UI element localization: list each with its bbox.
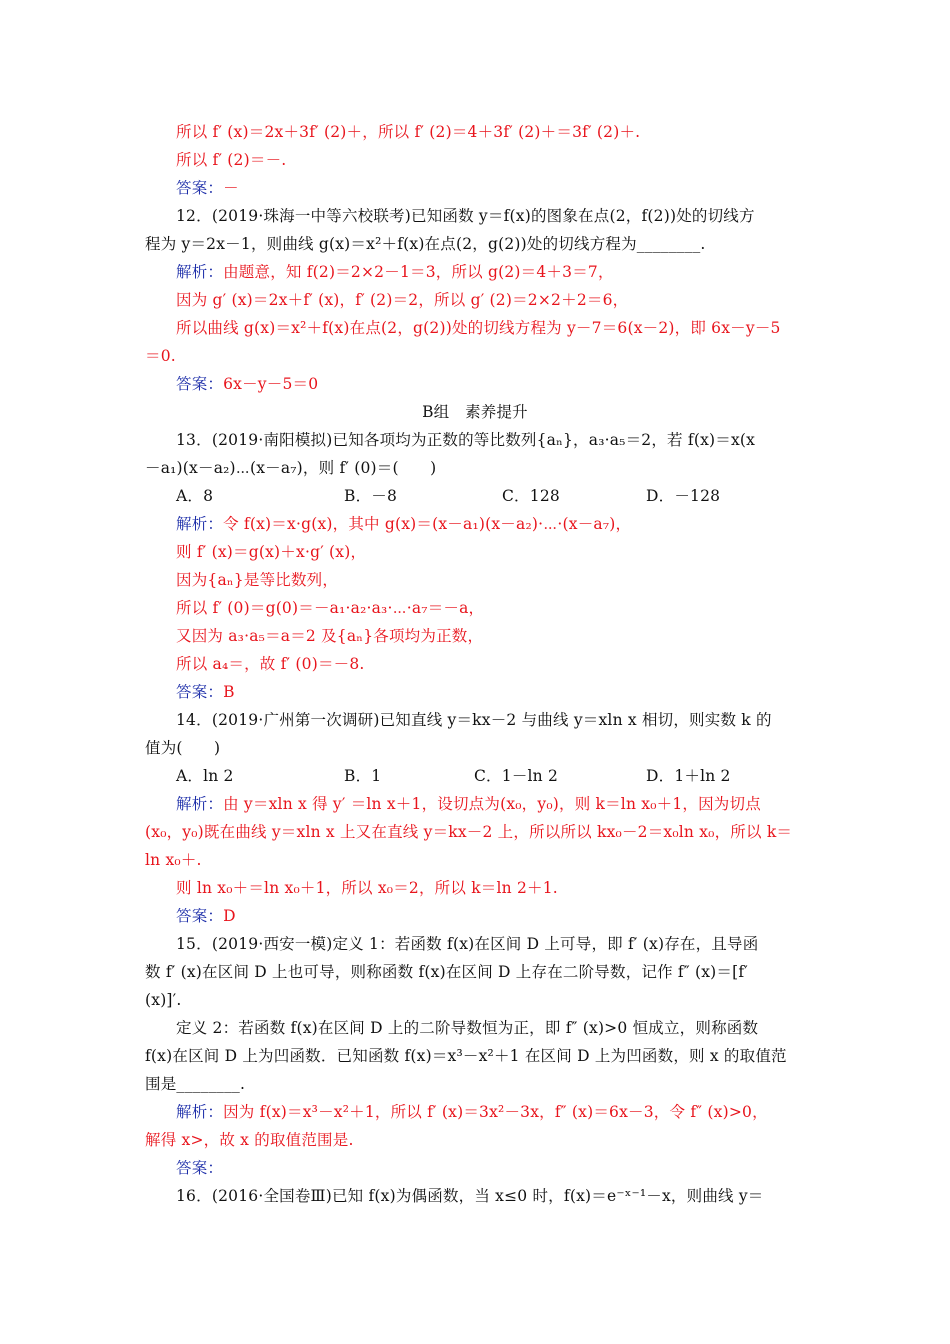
- solution-label: 解析：: [176, 515, 224, 533]
- solution-label: 解析：: [176, 795, 224, 813]
- solution-label: 解析：: [176, 1103, 224, 1121]
- q15-line-5: f(x)在区间 D 上为凹函数．已知函数 f(x)＝x³－x²＋1 在区间 D 上为凹函数，则 x 的取值范: [145, 1047, 787, 1065]
- q14-option-d: D．1＋ln 2: [646, 767, 731, 785]
- q12-solution-4: ＝0.: [145, 347, 176, 365]
- q12-solution-1: [176, 261, 836, 283]
- q15-line-6: 围是________.: [145, 1075, 246, 1093]
- q15-line-3: (x)]′.: [145, 991, 182, 1009]
- q14-solution-4: 则 ln x₀＋＝ln x₀＋1，所以 x₀＝2，所以 k＝ln 2＋1.: [176, 879, 558, 897]
- q14-option-a: A．ln 2: [176, 767, 234, 785]
- p11-answer: [176, 177, 836, 199]
- q15-line-2: 数 f′ (x)在区间 D 上也可导，则称函数 f(x)在区间 D 上存在二阶导数，记作 f″ (x)＝[f′: [145, 963, 749, 981]
- q12-solution-2: 因为 g′ (x)＝2x＋f′ (x)，f′ (2)＝2，所以 g′ (2)＝2×2＋2＝6，: [176, 291, 629, 309]
- p11-line-1: 所以 f′ (x)＝2x＋3f′ (2)＋，所以 f′ (2)＝4＋3f′ (2)＋＝3f′ (2)＋.: [176, 123, 641, 141]
- solution-text: 因为 f(x)＝x³－x²＋1，所以 f′ (x)＝3x²－3x，f″ (x)＝6x－3，令 f″ (x)>0，: [223, 1103, 768, 1121]
- solution-text: 由题意，知 f(2)＝2×2－1＝3，所以 g(2)＝4＋3＝7，: [223, 263, 614, 281]
- q13-solution-5: 又因为 a₃·a₅＝a＝2 及{aₙ}各项均为正数，: [176, 627, 484, 645]
- q13-option-a: A．8: [176, 487, 214, 505]
- q13-solution-4: 所以 f′ (0)＝g(0)＝－a₁·a₂·a₃·⋯·a₇＝－a，: [176, 599, 485, 617]
- q13-solution-3: 因为{aₙ}是等比数列，: [176, 571, 339, 589]
- q14-solution-2: (x₀，y₀)既在曲线 y＝xln x 上又在直线 y＝kx－2 上，所以所以 kx₀－2＝x₀ln x₀，所以 k＝: [145, 823, 793, 841]
- q12-answer: [176, 373, 836, 395]
- answer-label: 答案：: [176, 375, 224, 393]
- q15-line-1: 15．(2019·西安一模)定义 1：若函数 f(x)在区间 D 上可导，即 f′ (x)存在，且导函: [176, 935, 759, 953]
- q15-solution-1: [176, 1101, 836, 1123]
- q13-option-c: C．128: [502, 487, 560, 505]
- q14-solution-3: ln x₀＋.: [145, 851, 202, 869]
- q13-solution-1: [176, 513, 836, 535]
- answer-value: B: [223, 683, 235, 701]
- q14-option-b: B．1: [344, 767, 382, 785]
- p11-line-2: 所以 f′ (2)＝－.: [176, 151, 287, 169]
- q16-line-1: 16．(2016·全国卷Ⅲ)已知 f(x)为偶函数，当 x≤0 时，f(x)＝e⁻ˣ⁻¹－x，则曲线 y＝: [176, 1187, 764, 1205]
- q14-option-c: C．1－ln 2: [474, 767, 559, 785]
- answer-label: 答案：: [176, 179, 224, 197]
- answer-value: D: [223, 907, 236, 925]
- q14-answer: [176, 905, 836, 927]
- q12-line-1: 12．(2019·珠海一中等六校联考)已知函数 y＝f(x)的图象在点(2，f(2))处的切线方: [176, 207, 755, 225]
- q12-line-2: 程为 y＝2x－1，则曲线 g(x)＝x²＋f(x)在点(2，g(2))处的切线方程为________.: [145, 235, 706, 253]
- q14-line-2: 值为( ): [145, 739, 221, 757]
- q13-option-d: D．－128: [646, 487, 721, 505]
- solution-text: 令 f(x)＝x·g(x)，其中 g(x)＝(x－a₁)(x－a₂)·⋯·(x－a₇)，: [223, 515, 632, 533]
- solution-text: 由 y＝xln x 得 y′ ＝ln x＋1，设切点为(x₀，y₀)，则 k＝ln x₀＋1，因为切点: [223, 795, 761, 813]
- answer-label: 答案：: [176, 683, 224, 701]
- q15-solution-2: 解得 x>，故 x 的取值范围是.: [145, 1131, 354, 1149]
- q14-line-1: 14．(2019·广州第一次调研)已知直线 y＝kx－2 与曲线 y＝xln x 相切，则实数 k 的: [176, 711, 772, 729]
- q14-solution-1: [176, 793, 836, 815]
- q12-solution-3: 所以曲线 g(x)＝x²＋f(x)在点(2，g(2))处的切线方程为 y－7＝6(x－2)，即 6x－y－5: [176, 319, 781, 337]
- q13-answer: [176, 681, 836, 703]
- answer-value: 6x－y－5＝0: [223, 375, 319, 393]
- q13-solution-2: 则 f′ (x)＝g(x)＋x·g′ (x)，: [176, 543, 367, 561]
- answer-label: 答案：: [176, 1159, 224, 1177]
- q13-solution-6: 所以 a₄＝，故 f′ (0)＝－8.: [176, 655, 365, 673]
- q13-line-2: －a₁)(x－a₂)⋯(x－a₇)，则 f′ (0)＝( ): [145, 459, 437, 477]
- q13-line-1: 13．(2019·南阳模拟)已知各项均为正数的等比数列{aₙ}，a₃·a₅＝2，若 f(x)＝x(x: [176, 431, 756, 449]
- q15-answer: [176, 1157, 836, 1179]
- q13-option-b: B．－8: [344, 487, 398, 505]
- answer-value: －: [223, 179, 239, 197]
- section-b-heading: B组 素养提升: [422, 403, 528, 421]
- solution-label: 解析：: [176, 263, 224, 281]
- answer-label: 答案：: [176, 907, 224, 925]
- q15-line-4: 定义 2：若函数 f(x)在区间 D 上的二阶导数恒为正，即 f″ (x)>0 恒成立，则称函数: [176, 1019, 759, 1037]
